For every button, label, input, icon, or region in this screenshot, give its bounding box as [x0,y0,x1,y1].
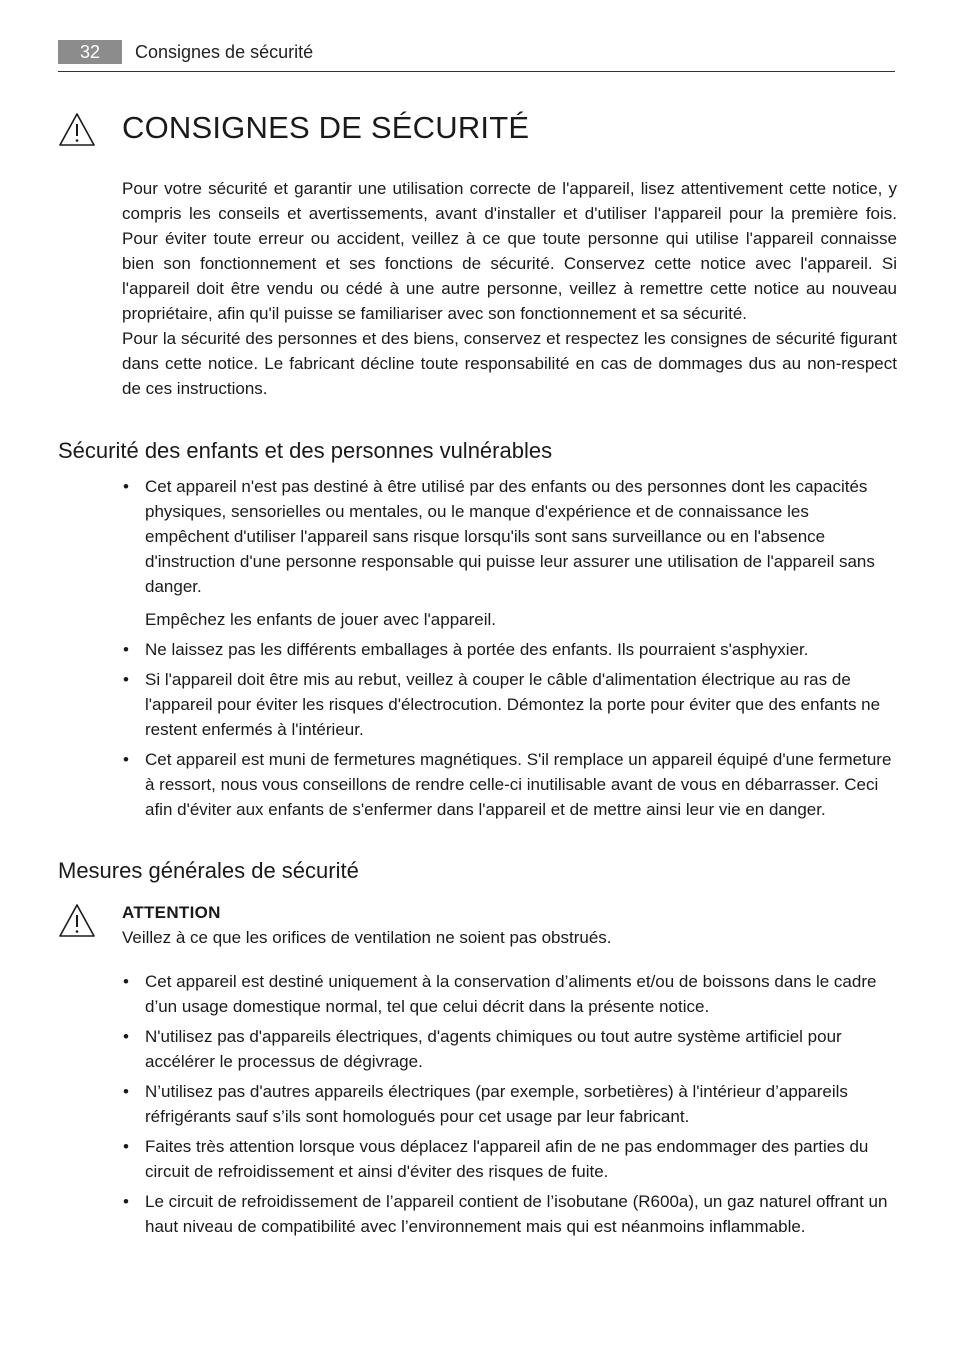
children-safety-list [122,474,897,827]
section-heading-children: Sécurité des enfants et des personnes vulnérables [58,438,553,463]
attention-title: ATTENTION [122,903,221,922]
intro-paragraph: Pour la sécurité des personnes et des biens, conservez et respectez les consignes de sécurité figurant dans cette notice. Le fabricant décline toute responsabilité en cas de dommages dus au non-respect de ces instructions. [122,329,897,398]
page-header [58,40,895,72]
list-item: • Cet appareil est destiné uniquement à la conservation d’aliments et/ou de boissons dans le cadre d’un usage domestique normal, tel que celui décrit dans la présente notice. [122,969,897,1019]
page-number: 32 [58,40,122,64]
list-item: • Si l'appareil doit être mis au rebut, veillez à couper le câble d'alimentation électrique au ras de l'appareil pour éviter les risques d'électrocution. Démontez la porte pour éviter que des enfants ne restent enfermés à l'intérieur. [122,667,897,742]
general-safety-list [122,969,897,1244]
intro-paragraph: Pour votre sécurité et garantir une utilisation correcte de l'appareil, lisez attentivement cette notice, y compris les conseils et avertissements, avant d'installer et d'utiliser l'appareil pour la première fois. Pour éviter toute erreur ou accident, veillez à ce que toute personne qui utilise l'appareil connaisse bien son fonctionnement et ses fonctions de sécurité. Conservez cette notice avec l'appareil. Si l'appareil doit être vendu ou cédé à une autre personne, veillez à remettre cette notice au nouveau propriétaire, afin qu'il puisse se familiariser avec son fonctionnement et sa sécurité. [122,179,897,323]
list-item: • Faites très attention lorsque vous déplacez l'appareil afin de ne pas endommager des parties du circuit de refroidissement et ainsi d'éviter des risques de fuite. [122,1134,897,1184]
list-item: • Le circuit de refroidissement de l’appareil contient de l’isobutane (R600a), un gaz naturel offrant un haut niveau de compatibilité avec l’environnement mais qui est néanmoins inflammable. [122,1189,897,1239]
attention-box [122,900,897,950]
intro-text [122,176,897,401]
list-item: • Cet appareil n'est pas destiné à être utilisé par des enfants ou des personnes dont les capacités physiques, sensorielles ou mentales, ou le manque d'expérience et de connaissance les empêchent d'utiliser l'appareil sans risque lorsqu'ils sont sans surveillance ou en l'absence d'instruction d'une personne responsable qui puisse leur assurer une utilisation de l'appareil sans danger. Empêchez les enfants de jouer avec l'appareil. [122,474,897,632]
list-item: • Cet appareil est muni de fermetures magnétiques. S'il remplace un appareil équipé d'une fermeture à ressort, nous vous conseillons de rendre celle-ci inutilisable avant de vous en débarrasser. Ceci afin d'éviter aux enfants de s'enfermer dans l'appareil et de mettre ainsi leur vie en danger. [122,747,897,822]
list-item: • Ne laissez pas les différents emballages à portée des enfants. Ils pourraient s'asphyxier. [122,637,897,662]
list-item: • N’utilisez pas d'autres appareils électriques (par exemple, sorbetières) à l'intérieur d’appareils réfrigérants sauf s’ils sont homologués pour cet usage par leur fabricant. [122,1079,897,1129]
list-item: • N'utilisez pas d'appareils électriques, d'agents chimiques ou tout autre système artificiel pour accélérer le processus de dégivrage. [122,1024,897,1074]
page-title: CONSIGNES DE SÉCURITÉ [122,110,530,145]
section-heading-general: Mesures générales de sécurité [58,858,359,883]
warning-triangle-icon [58,903,96,939]
warning-triangle-icon [58,112,96,148]
running-title: Consignes de sécurité [135,42,314,62]
attention-text: Veillez à ce que les orifices de ventilation ne soient pas obstrués. [122,928,612,947]
list-item-note: Empêchez les enfants de jouer avec l'appareil. [145,610,497,629]
